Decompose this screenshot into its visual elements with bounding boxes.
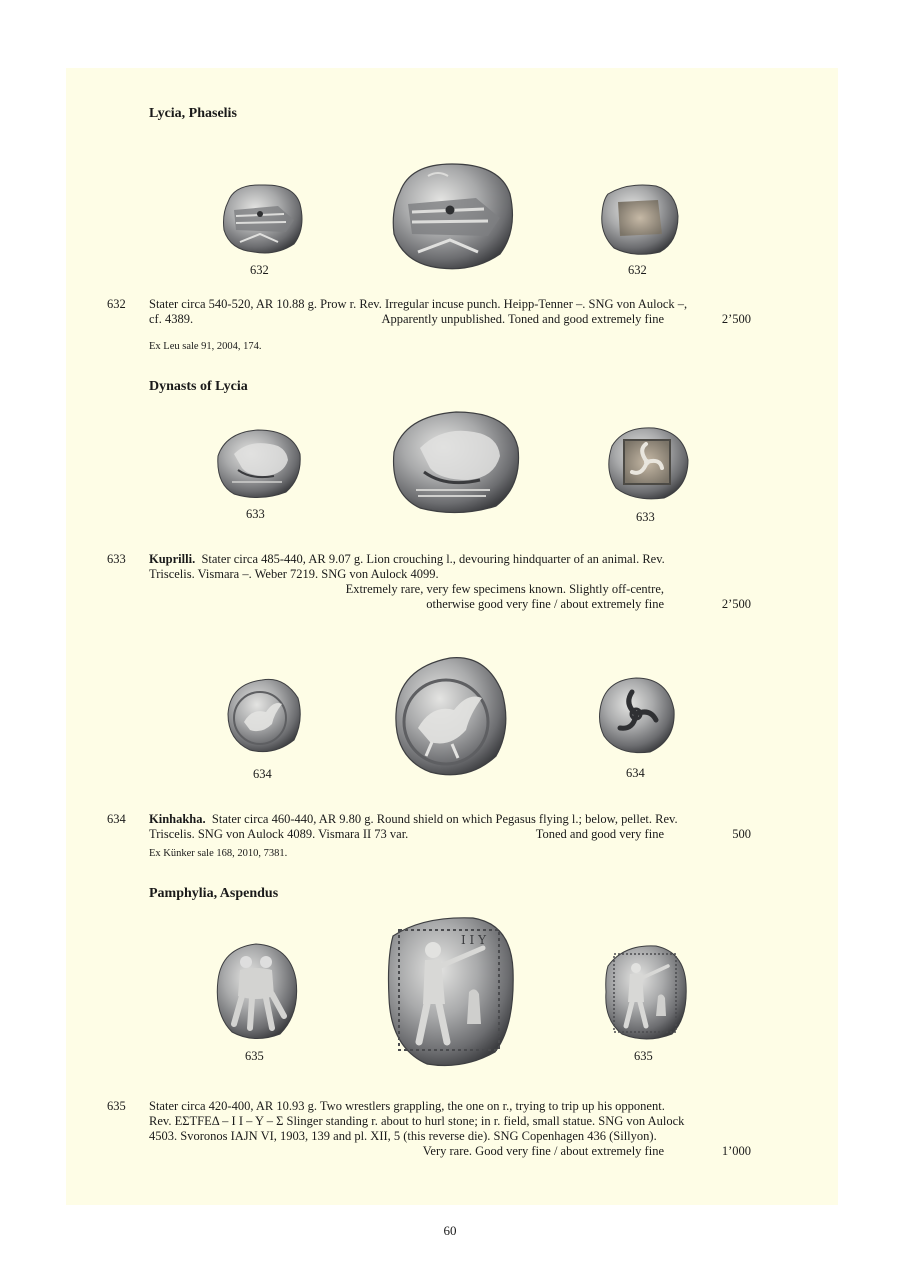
- ruler-name: Kinhakha.: [149, 812, 206, 826]
- lot-description-line: Triscelis. SNG von Aulock 4089. Vismara II 73 var.: [149, 827, 409, 841]
- section-heading-dynasts-of-lycia: Dynasts of Lycia: [149, 379, 248, 394]
- lot-grade-line: Extremely rare, very few specimens known. Slightly off-centre,: [345, 582, 664, 596]
- lot-description-line: Stater circa 540-520, AR 10.88 g. Prow r. Rev. Irregular incuse punch. Heipp-Tenner –. SNG von Aulock –,: [149, 297, 688, 311]
- lot-description-line: Triscelis. Vismara –. Weber 7219. SNG von Aulock 4099.: [149, 567, 439, 581]
- coin-635-reverse-slinger-enlarged-image: [383, 914, 517, 1070]
- coin-caption: 633: [636, 510, 655, 524]
- coin-caption: 634: [626, 766, 645, 780]
- lot-provenance: Ex Leu sale 91, 2004, 174.: [149, 341, 262, 352]
- svg-text:I I Y: I I Y: [461, 933, 487, 947]
- lot-price: 2’500: [721, 312, 751, 326]
- coin-634-reverse-triskeles-image: [594, 674, 678, 756]
- lot-number-634: 634: [107, 812, 126, 826]
- lot-description-line: [149, 812, 751, 827]
- coin-634-obverse-image: [222, 674, 304, 756]
- lot-description-line: cf. 4389.: [149, 312, 194, 326]
- lot-grade: Apparently unpublished. Toned and good extremely fine: [381, 312, 664, 326]
- lot-description-text: Stater circa 460-440, AR 9.80 g. Round shield on which Pegasus flying l.; below, pellet. Rev.: [211, 812, 678, 826]
- lot-grade: Very rare. Good very fine / about extremely fine: [422, 1144, 664, 1158]
- coin-633-reverse-triskeles-image: [604, 424, 690, 502]
- lot-number-633: 633: [107, 552, 126, 566]
- lot-grade: otherwise good very fine / about extremely fine: [426, 597, 664, 611]
- lot-price: 1’000: [721, 1144, 751, 1158]
- lot-price: 500: [732, 827, 751, 841]
- coin-caption: 632: [628, 263, 647, 277]
- section-heading-pamphylia-aspendus: Pamphylia, Aspendus: [149, 886, 279, 901]
- lot-description-text: Stater circa 485-440, AR 9.07 g. Lion crouching l., devouring hindquarter of an animal. Rev.: [201, 552, 665, 566]
- coin-caption: 635: [634, 1049, 653, 1063]
- coin-635-obverse-wrestlers-image: [210, 940, 300, 1042]
- coin-633-obverse-image: [212, 426, 302, 500]
- coin-633-obverse-enlarged-image: [386, 408, 522, 518]
- section-heading-lycia-phaselis: Lycia, Phaselis: [149, 106, 237, 121]
- coin-caption: 633: [246, 507, 265, 521]
- lot-description-line: 4503. Svoronos IAJN VI, 1903, 139 and pl. XII, 5 (this reverse die). SNG Copenhagen 436 (Sillyon).: [149, 1129, 657, 1143]
- coin-632-obverse-image: [220, 180, 306, 256]
- coin-635-reverse-slinger-image: [600, 940, 690, 1042]
- ruler-name: Kuprilli.: [149, 552, 196, 566]
- coin-632-reverse-incuse-image: [598, 180, 680, 256]
- coin-634-obverse-enlarged-image: [388, 652, 512, 782]
- lot-description-line: Rev. ΕΣΤFΕΔ – Ι Ι – Υ – Σ Slinger standing r. about to hurl stone; in r. field, small statue. SNG von Aulock: [149, 1114, 685, 1128]
- coin-632-obverse-enlarged-image: [388, 158, 518, 274]
- lot-price: 2’500: [721, 597, 751, 611]
- lot-description-line: [149, 552, 751, 567]
- coin-caption: 635: [245, 1049, 264, 1063]
- lot-provenance: Ex Künker sale 168, 2010, 7381.: [149, 848, 288, 859]
- lot-description-line: Stater circa 420-400, AR 10.93 g. Two wrestlers grappling, the one on r., trying to trip up his opponent.: [149, 1099, 665, 1113]
- lot-number-632: 632: [107, 297, 126, 311]
- lot-grade: Toned and good very fine: [535, 827, 664, 841]
- coin-caption: 632: [250, 263, 269, 277]
- lot-number-635: 635: [107, 1099, 126, 1113]
- page-number: 60: [443, 1223, 457, 1238]
- coin-caption: 634: [253, 767, 272, 781]
